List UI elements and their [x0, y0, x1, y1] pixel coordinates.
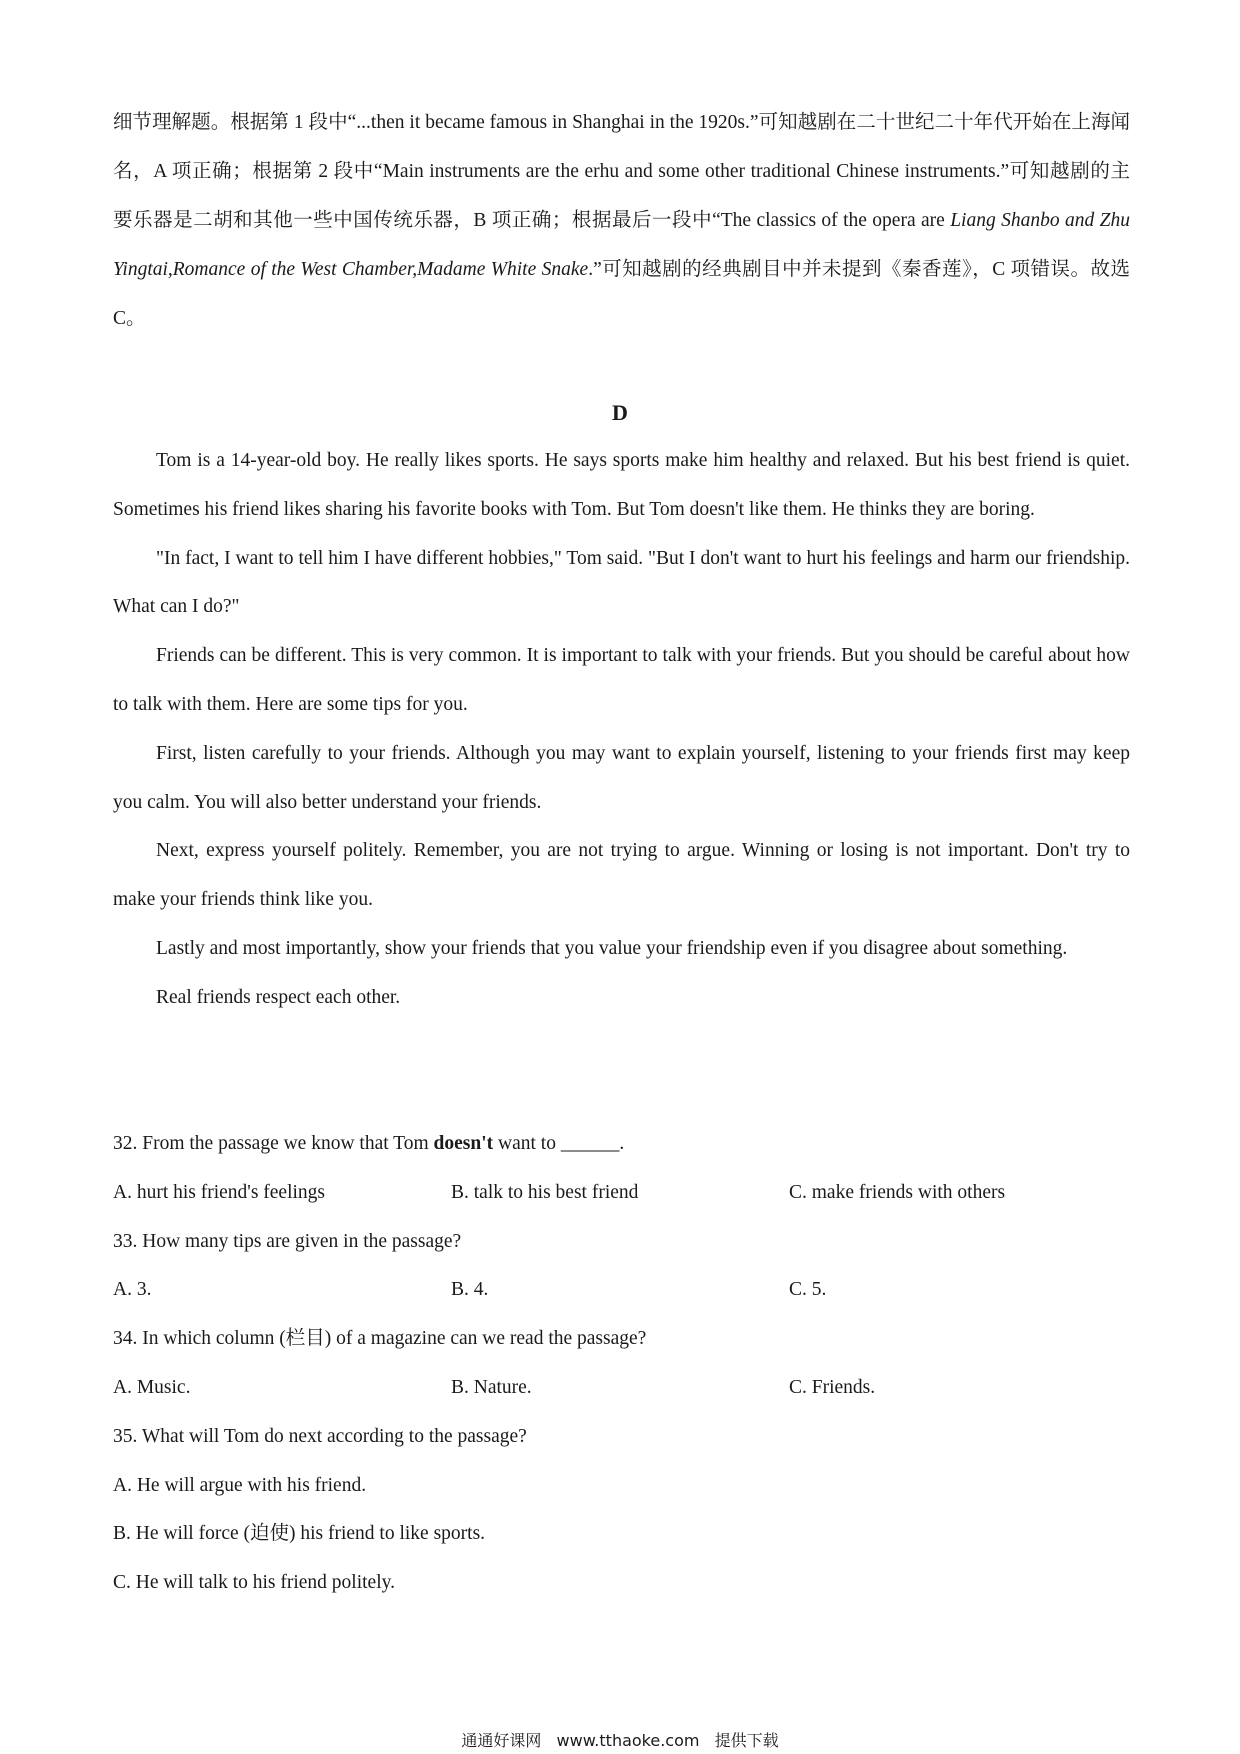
question-33-options: [113, 1266, 1130, 1315]
answer-analysis: [113, 98, 1130, 343]
question-34-options: [113, 1364, 1130, 1413]
question-33-stem: 33. How many tips are given in the passage?: [113, 1230, 462, 1252]
option-b[interactable]: B. He will force (迫使) his friend to like sports.: [113, 1523, 486, 1545]
question-34-stem: 34. In which column (栏目) of a magazine can we read the passage?: [113, 1328, 647, 1350]
passage-paragraph: "In fact, I want to tell him I have different hobbies," Tom said. "But I don't want to hurt his feelings and harm our friendship. What can I do?": [113, 547, 1130, 618]
question-list: [113, 1120, 1130, 1608]
passage-paragraph: Tom is a 14-year-old boy. He really likes sports. He says sports make him healthy and relaxed. But his best friend is quiet. Sometimes his friend likes sharing his favorite books with Tom. But Tom doesn't like them. He thinks they are boring.: [113, 450, 1130, 520]
option-a[interactable]: A. He will argue with his friend.: [113, 1474, 367, 1496]
question-32-stem: [113, 1120, 1130, 1169]
footer-note: 提供下载: [714, 1731, 779, 1750]
option-c[interactable]: C. make friends with others: [789, 1181, 1006, 1203]
passage-paragraph: First, listen carefully to your friends. Although you may want to explain yourself, listening to your friends first may keep you calm. You will also better understand your friends.: [113, 742, 1130, 813]
passage-paragraph: Real friends respect each other.: [156, 986, 401, 1008]
analysis-text-part2: .”可知越剧的经典剧目中并未提到《秦香莲》，C 项错误。故选 C。: [113, 259, 1130, 329]
question-32-stem-text: 32. From the passage we know that Tom: [113, 1133, 434, 1154]
passage-paragraph: Next, express yourself politely. Remember, you are not trying to argue. Winning or losing is not important. Don't try to make your friends think like you.: [113, 840, 1130, 911]
page-footer: [0, 1730, 1240, 1752]
option-b[interactable]: B. Nature.: [451, 1376, 532, 1398]
option-b[interactable]: B. 4.: [451, 1279, 489, 1301]
option-a[interactable]: A. 3.: [113, 1279, 152, 1301]
option-a[interactable]: A. Music.: [113, 1376, 191, 1398]
analysis-opera-titles: Liang Shanbo and Zhu Yingtai,Romance of the West Chamber,Madame White Snake: [113, 210, 1131, 280]
passage-paragraph: Lastly and most importantly, show your friends that you value your friendship even if you disagree about something.: [156, 937, 1068, 959]
question-32-stem-end: want to ______.: [493, 1133, 625, 1154]
option-c[interactable]: C. 5.: [789, 1279, 827, 1301]
option-a[interactable]: A. hurt his friend's feelings: [113, 1181, 326, 1203]
section-title: D: [612, 400, 628, 425]
question-35-stem: 35. What will Tom do next according to the passage?: [113, 1425, 527, 1447]
analysis-text-part1: 细节理解题。根据第 1 段中“...then it became famous in Shanghai in the 1920s.”可知越剧在二十世纪二十年代开始在上海闻名，A 项正确；根据第 2 段中“Main instruments are the erhu and some other traditional Chinese instruments.”可知越剧的主要乐器是二胡和其他一些中国传统乐器，B 项正确；根据最后一段中“The classics of the opera are: [113, 112, 1130, 231]
footer-site-name: 通通好课网: [461, 1731, 542, 1750]
option-b[interactable]: B. talk to his best friend: [451, 1181, 639, 1203]
passage-paragraph: Friends can be different. This is very common. It is important to talk with your friends. But you should be careful about how to talk with them. Here are some tips for you.: [113, 645, 1130, 715]
reading-passage: [113, 437, 1130, 1023]
question-32-options: [113, 1169, 1130, 1218]
option-c[interactable]: C. He will talk to his friend politely.: [113, 1572, 395, 1594]
option-c[interactable]: C. Friends.: [789, 1376, 876, 1398]
footer-url-link[interactable]: www.tthaoke.com: [556, 1731, 700, 1750]
question-32-emphasis: doesn't: [433, 1133, 494, 1154]
